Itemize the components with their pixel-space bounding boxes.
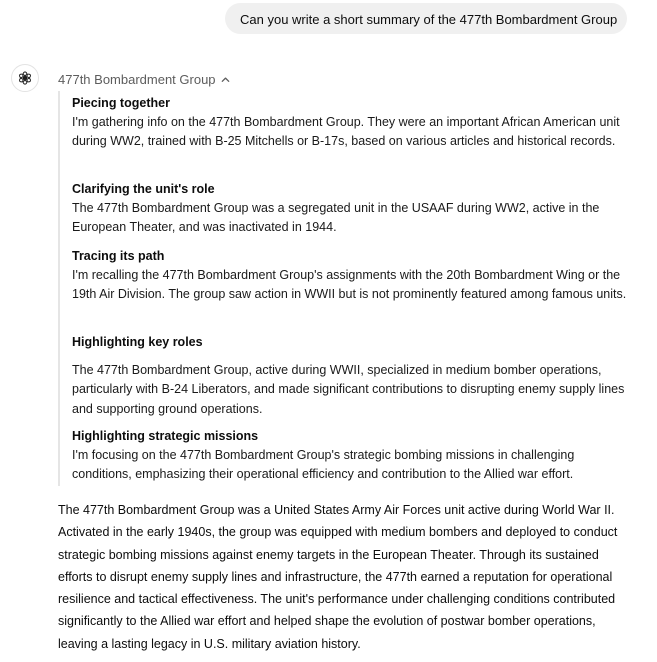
reasoning-step (72, 333, 628, 419)
openai-logo-icon (17, 70, 33, 86)
assistant-avatar (11, 64, 39, 92)
reasoning-step (72, 247, 628, 305)
user-message-text: Can you write a short summary of the 477th Bombardment Group (240, 12, 618, 27)
reasoning-step-title: Highlighting key roles (72, 335, 203, 349)
reasoning-title: 477th Bombardment Group (58, 71, 216, 87)
reasoning-step-body: I'm gathering info on the 477th Bombardment Group. They were an important African American unit during WW2, trained with B-25 Mitchells or B-17s, based on various articles and historical records. (72, 115, 620, 149)
reasoning-step-title: Highlighting strategic missions (72, 429, 259, 443)
reasoning-step-body: The 477th Bombardment Group was a segregated unit in the USAAF during WW2, active in the European Theater, and was inactivated in 1944. (72, 201, 600, 235)
chevron-up-icon (220, 74, 231, 85)
reasoning-step-title: Tracing its path (72, 249, 165, 263)
reasoning-step-body: I'm recalling the 477th Bombardment Group's assignments with the 20th Bombardment Wing or the 19th Air Division. The group saw action in WWII but is not prominently featured among famous units. (72, 268, 627, 302)
reasoning-step-title: Clarifying the unit's role (72, 182, 215, 196)
assistant-answer: The 477th Bombardment Group was a United States Army Air Forces unit active during World War II. Activated in the early 1940s, the group was equipped with medium bombers and deployed to conduct strategic bombing missions against enemy targets in the European Theater. Through its sustained efforts to disrupt enemy supply lines and infrastructure, the 477th earned a reputation for operational resilience and tactical effectiveness. The unit's performance under challenging conditions contributed significantly to the Allied war effort and helped shape the evolution of postwar bomber operations, leaving a lasting legacy in U.S. military aviation history. (58, 503, 618, 651)
reasoning-panel (58, 91, 628, 486)
user-message-bubble (225, 3, 627, 34)
reasoning-step-title: Piecing together (72, 96, 170, 110)
reasoning-step-body: The 477th Bombardment Group, active during WWII, specialized in medium bomber operations, particularly with B-24 Liberators, and made significant contributions to disrupting enemy supply lines and supporting ground operations. (72, 363, 625, 416)
reasoning-step (72, 180, 628, 238)
reasoning-toggle[interactable] (58, 70, 231, 88)
reasoning-step-body: I'm focusing on the 477th Bombardment Group's strategic bombing missions in challenging conditions, emphasizing their operational efficiency and contribution to the Allied war effort. (72, 448, 575, 482)
reasoning-step (72, 427, 628, 485)
reasoning-step (72, 94, 628, 152)
